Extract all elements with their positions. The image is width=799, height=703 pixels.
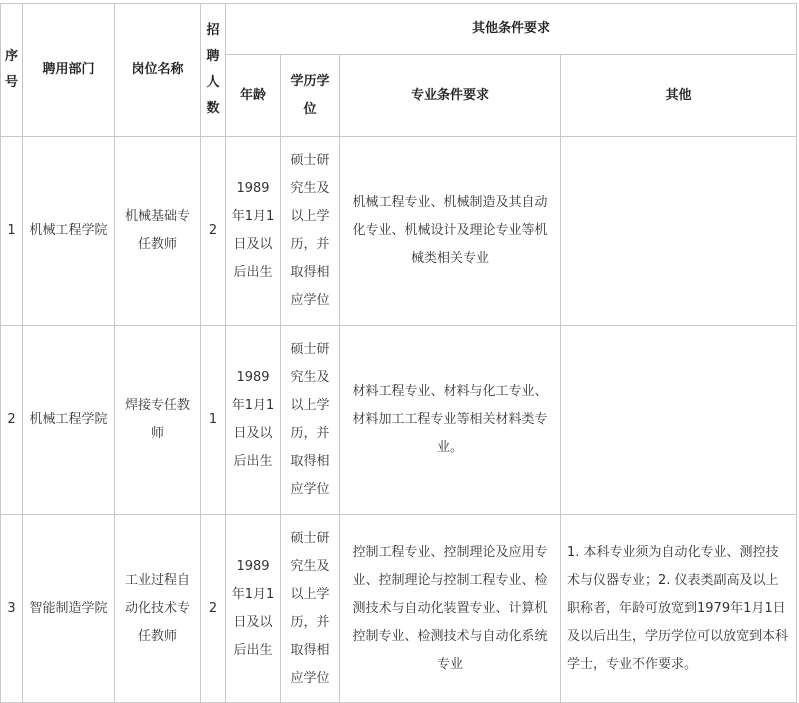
cell-dept: 机械工程学院: [23, 137, 115, 326]
cell-post: 焊接专任教师: [115, 326, 201, 515]
header-edu: 学历学位: [281, 55, 340, 137]
header-row-top: [1, 4, 797, 55]
cell-dept: 智能制造学院: [23, 515, 115, 703]
cell-count: 2: [201, 137, 226, 326]
cell-seq: 2: [1, 326, 23, 515]
cell-edu: 硕士研究生及以上学历，并取得相应学位: [281, 137, 340, 326]
cell-age: 1989年1月1日及以后出生: [226, 326, 281, 515]
table-row: [1, 137, 797, 326]
header-other-group: 其他条件要求: [226, 4, 797, 55]
cell-major: 机械工程专业、机械制造及其自动化专业、机械设计及理论专业等机械类相关专业: [340, 137, 561, 326]
recruitment-table: [0, 3, 797, 703]
cell-other: [561, 137, 797, 326]
header-seq: 序号: [1, 4, 23, 137]
header-dept: 聘用部门: [23, 4, 115, 137]
header-other: 其他: [561, 55, 797, 137]
cell-age: 1989年1月1日及以后出生: [226, 515, 281, 703]
header-major: 专业条件要求: [340, 55, 561, 137]
cell-major: 控制工程专业、控制理论及应用专业、控制理论与控制工程专业、检测技术与自动化装置专业、计算机控制专业、检测技术与自动化系统专业: [340, 515, 561, 703]
cell-age: 1989年1月1日及以后出生: [226, 137, 281, 326]
table-row: [1, 515, 797, 703]
cell-dept: 机械工程学院: [23, 326, 115, 515]
header-count: 招聘人数: [201, 4, 226, 137]
cell-seq: 3: [1, 515, 23, 703]
cell-seq: 1: [1, 137, 23, 326]
cell-major: 材料工程专业、材料与化工专业、材料加工工程专业等相关材料类专业。: [340, 326, 561, 515]
table-row: [1, 326, 797, 515]
cell-other: [561, 326, 797, 515]
cell-other: 1. 本科专业须为自动化专业、测控技术与仪器专业；2. 仪表类副高及以上职称者，年龄可放宽到1979年1月1日及以后出生，学历学位可以放宽到本科学士，专业不作要求。: [561, 515, 797, 703]
header-age: 年龄: [226, 55, 281, 137]
cell-post: 工业过程自动化技术专任教师: [115, 515, 201, 703]
cell-count: 1: [201, 326, 226, 515]
cell-count: 2: [201, 515, 226, 703]
cell-edu: 硕士研究生及以上学历，并取得相应学位: [281, 326, 340, 515]
header-post: 岗位名称: [115, 4, 201, 137]
cell-edu: 硕士研究生及以上学历，并取得相应学位: [281, 515, 340, 703]
cell-post: 机械基础专任教师: [115, 137, 201, 326]
